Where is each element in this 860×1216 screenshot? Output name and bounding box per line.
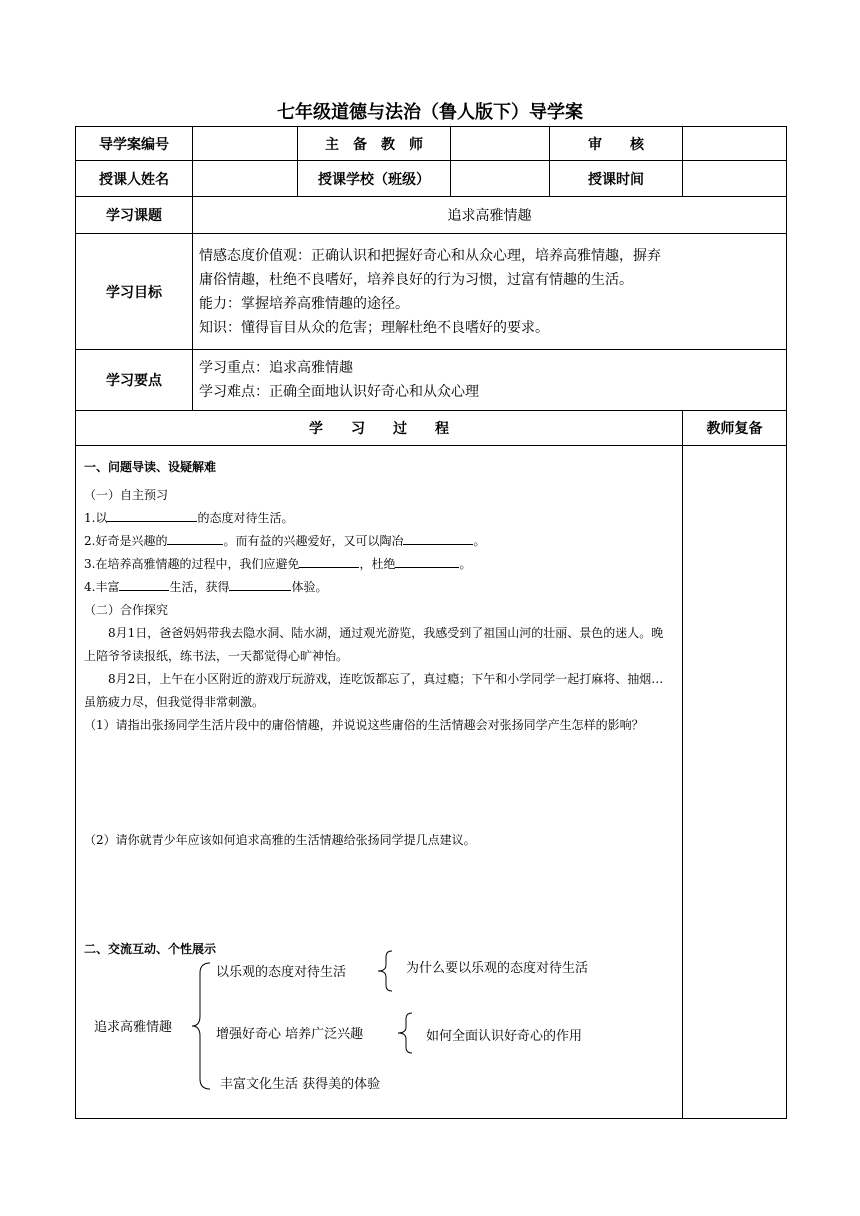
key-point-line: 学习重点：追求高雅情趣 <box>199 360 353 376</box>
answer-space[interactable] <box>76 852 682 938</box>
label-guide-number: 导学案编号 <box>76 127 193 161</box>
answer-blank[interactable] <box>167 531 223 545</box>
answer-space[interactable] <box>76 737 682 829</box>
label-objectives: 学习目标 <box>76 234 193 350</box>
key-point-line: 学习难点：正确全面地认识好奇心和从众心理 <box>199 384 479 400</box>
question-4: 4.丰富 生活，获得 体验。 <box>76 576 682 599</box>
answer-blank[interactable] <box>403 531 473 545</box>
section-heading: 二、交流互动、个性展示 <box>84 942 217 956</box>
objective-line: 情感态度价值观：正确认识和把握好奇心和从众心理，培养高雅情趣，摒弃 <box>199 247 661 264</box>
mind-map-branch-2: 增强好奇心 培养广泛兴趣 <box>216 1027 364 1042</box>
class-time-value <box>683 161 787 197</box>
topic-value: 追求高雅情趣 <box>193 197 787 234</box>
review-value <box>683 127 787 161</box>
teacher-review-area[interactable] <box>683 446 787 1119</box>
school-class-value <box>451 161 550 197</box>
mind-map-brace <box>190 961 214 1091</box>
guide-number-value <box>193 127 298 161</box>
mind-map-brace <box>396 1011 416 1055</box>
teacher-review-header: 教师复备 <box>683 411 787 446</box>
discussion-question: （1）请指出张扬同学生活片段中的庸俗情趣，并说说这些庸俗的生活情趣会对张扬同学产生怎样的影响？ <box>84 718 644 732</box>
label-school-class: 授课学校（班级） <box>298 161 451 197</box>
label-key-points: 学习要点 <box>76 350 193 411</box>
mind-map-branch-1-sub: 为什么要以乐观的态度对待生活 <box>406 961 589 976</box>
discussion-question: （2）请你就青少年应该如何追求高雅的生活情趣给张扬同学提几点建议。 <box>84 833 476 847</box>
label-class-time: 授课时间 <box>550 161 683 197</box>
process-content <box>76 446 683 1119</box>
objective-line: 庸俗情趣，杜绝不良嗜好，培养良好的行为习惯，过富有情趣的生活。 <box>199 271 633 288</box>
question-3: 3.在培养高雅情趣的过程中，我们应避免 ，杜绝 。 <box>76 553 682 576</box>
label-review: 审 核 <box>550 127 683 161</box>
mind-map-branch-2-sub: 如何全面认识好奇心的作用 <box>426 1029 583 1044</box>
question-2: 2.好奇是兴趣的 。而有益的兴趣爱好，又可以陶冶 。 <box>76 530 682 553</box>
section-heading: 一、问题导读、设疑解难 <box>84 460 217 474</box>
mind-map-root: 追求高雅情趣 <box>94 1020 173 1035</box>
mind-map-branch-3: 丰富文化生活 获得美的体验 <box>220 1077 381 1092</box>
question-1: 1.以 的态度对待生活。 <box>76 507 682 530</box>
answer-blank[interactable] <box>229 577 291 591</box>
mind-map-brace <box>376 949 396 993</box>
answer-blank[interactable] <box>119 577 169 591</box>
mind-map <box>76 961 682 1111</box>
subsection-heading: （一）自主预习 <box>84 488 169 502</box>
instructor-name-value <box>193 161 298 197</box>
label-topic: 学习课题 <box>76 197 193 234</box>
page-title: 七年级道德与法治（鲁人版下）导学案 <box>277 102 583 123</box>
answer-blank[interactable] <box>107 508 197 522</box>
subsection-heading: （二）合作探究 <box>84 603 169 617</box>
study-guide-table <box>75 126 787 1119</box>
objective-line: 知识：懂得盲目从众的危害；理解杜绝不良嗜好的要求。 <box>199 319 549 336</box>
lead-teacher-value <box>451 127 550 161</box>
label-instructor-name: 授课人姓名 <box>76 161 193 197</box>
objectives-content <box>193 234 787 350</box>
label-lead-teacher: 主 备 教 师 <box>298 127 451 161</box>
case-paragraph: 8月2日，上午在小区附近的游戏厅玩游戏，连吃饭都忘了，真过瘾；下午和小学同学一起打麻将、抽烟…虽筋疲力尽，但我觉得非常刺激。 <box>84 672 664 709</box>
mind-map-branch-1: 以乐观的态度对待生活 <box>216 965 347 980</box>
answer-blank[interactable] <box>299 554 359 568</box>
objective-line: 能力：掌握培养高雅情趣的途径。 <box>199 295 409 312</box>
key-points-content <box>193 350 787 411</box>
process-header: 学 习 过 程 <box>76 411 683 446</box>
case-paragraph: 8月1日，爸爸妈妈带我去隐水洞、陆水湖，通过观光游览，我感受到了祖国山河的壮丽、景色的迷人。晚上陪爷爷读报纸，练书法，一天都觉得心旷神怡。 <box>84 626 664 663</box>
answer-blank[interactable] <box>395 554 459 568</box>
